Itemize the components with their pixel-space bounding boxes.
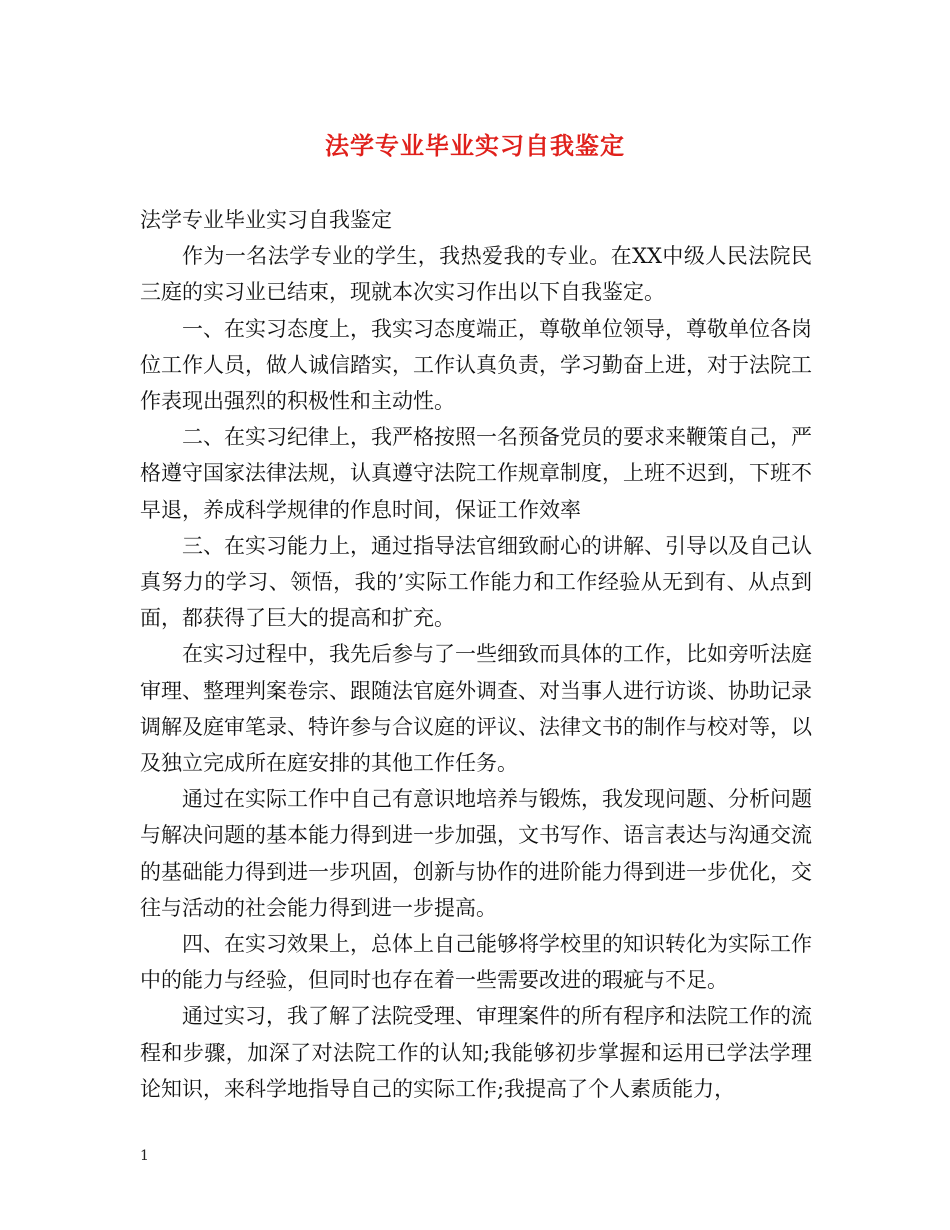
paragraph-process: 在实习过程中，我先后参与了一些细致而具体的工作，比如旁听法庭审理、整理判案卷宗、跟随法官庭外调查、对当事人进行访谈、协助记录调解及庭审笔录、特许参与合议庭的评议、法律文书的制作与校对等，以及独立完成所在庭安排的其他工作任务。 [140,642,812,776]
paragraph-ability: 三、在实习能力上，通过指导法官细致耐心的讲解、引导以及自己认真努力的学习、领悟，我的’实际工作能力和工作经验从无到有、从点到面，都获得了巨大的提高和扩充。 [140,533,812,631]
page-number: 1 [140,1148,149,1164]
paragraph-training: 通过在实际工作中自己有意识地培养与锻炼，我发现问题、分析问题与解决问题的基本能力得到进一步加强，文书写作、语言表达与沟通交流的基础能力得到进一步巩固，创新与协作的进阶能力得到进一步优化，交往与活动的社会能力得到进一步提高。 [140,787,812,920]
paragraph-attitude: 一、在实习态度上，我实习态度端正，尊敬单位领导，尊敬单位各岗位工作人员，做人诚信踏实，工作认真负责，学习勤奋上进，对于法院工作表现出强烈的积极性和主动性。 [140,316,812,414]
paragraph-summary: 通过实习，我了解了法院受理、审理案件的所有程序和法院工作的流程和步骤，加深了对法院工作的认知;我能够初步掌握和运用已学法学理论知识，来科学地指导自己的实际工作;我提高了个人素质能力， [140,1004,812,1101]
paragraph-discipline: 二、在实习纪律上，我严格按照一名预备党员的要求来鞭策自己，严格遵守国家法律法规，认真遵守法院工作规章制度，上班不迟到，下班不早退，养成科学规律的作息时间，保证工作效率 [140,425,812,522]
document-body [140,202,812,1107]
paragraph-intro: 作为一名法学专业的学生，我热爱我的专业。在XX中级人民法院民三庭的实习业已结束，现就本次实习作出以下自我鉴定。 [140,244,812,305]
paragraph-effect: 四、在实习效果上，总体上自己能够将学校里的知识转化为实际工作中的能力与经验，但同时也存在着一些需要改进的瑕疵与不足。 [140,932,812,993]
document-subheading: 法学专业毕业实习自我鉴定 [140,208,392,232]
document-title: 法学专业毕业实习自我鉴定 [325,131,625,160]
